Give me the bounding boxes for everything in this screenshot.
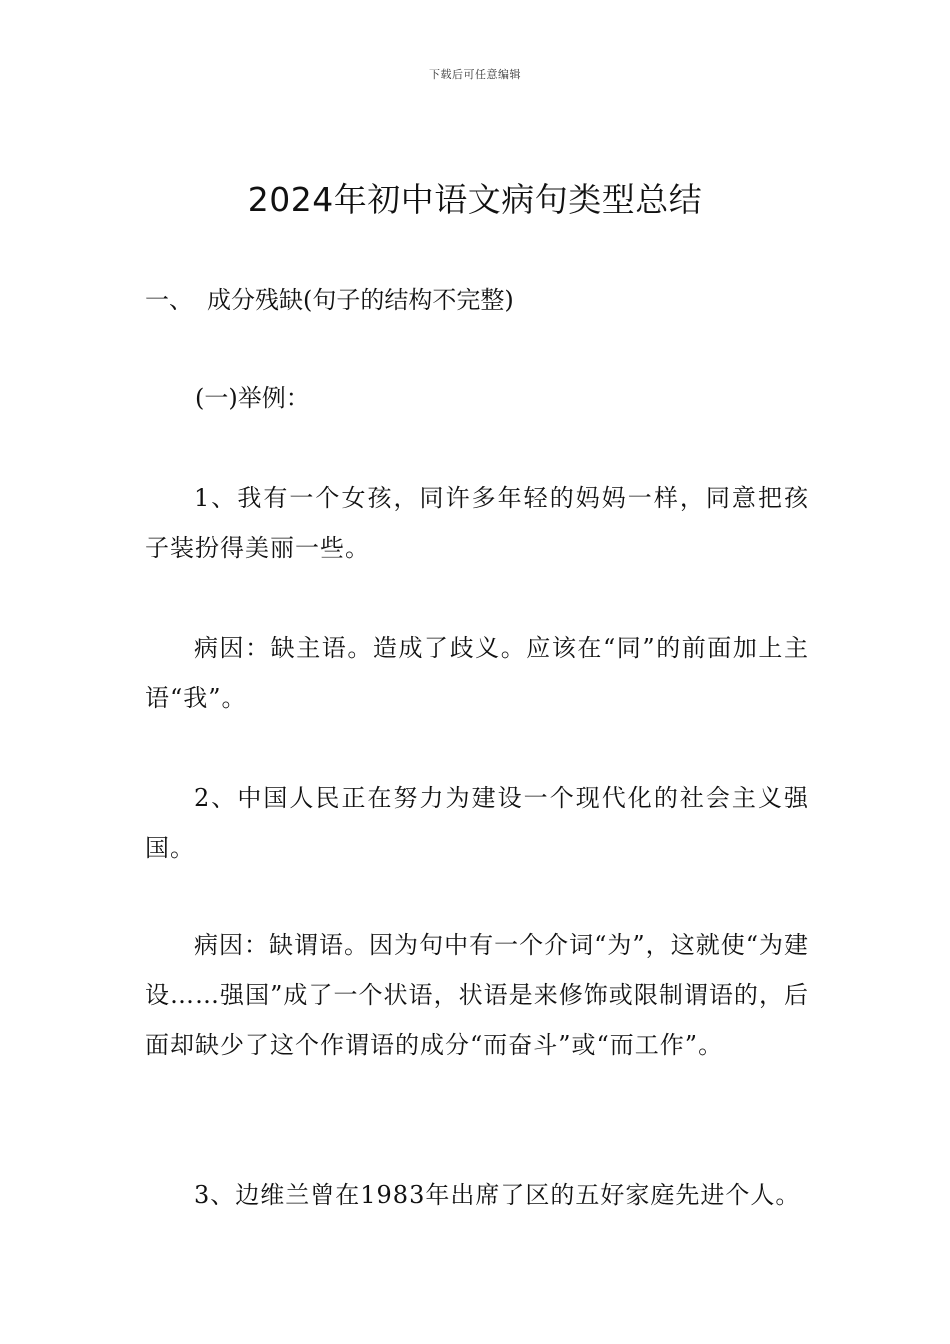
paragraph-example-2: 2、中国人民正在努力为建设一个现代化的社会主义强国。 [145, 784, 809, 862]
paragraph-example-1: 1、我有一个女孩，同许多年轻的妈妈一样，同意把孩子装扮得美丽一些。 [145, 484, 809, 562]
page-title: 2024年初中语文病句类型总结 [247, 180, 703, 219]
section-number: 一、 [145, 286, 193, 314]
paragraph-example-3: 3、边维兰曾在1983年出席了区的五好家庭先进个人。 [194, 1181, 801, 1209]
section-heading [145, 282, 815, 318]
section-heading-text: 成分残缺(句子的结构不完整) [207, 286, 514, 314]
sub-heading: (一)举例： [195, 384, 310, 412]
paragraph-cause-1: 病因：缺主语。造成了歧义。应该在“同”的前面加上主语“我”。 [145, 634, 809, 712]
header-note: 下载后可任意编辑 [429, 68, 521, 81]
paragraph-cause-2: 病因：缺谓语。因为句中有一个介词“为”，这就使“为建设……强国”成了一个状语，状语是来修饰或限制谓语的，后面却缺少了这个作谓语的成分“而奋斗”或“而工作”。 [145, 931, 809, 1059]
